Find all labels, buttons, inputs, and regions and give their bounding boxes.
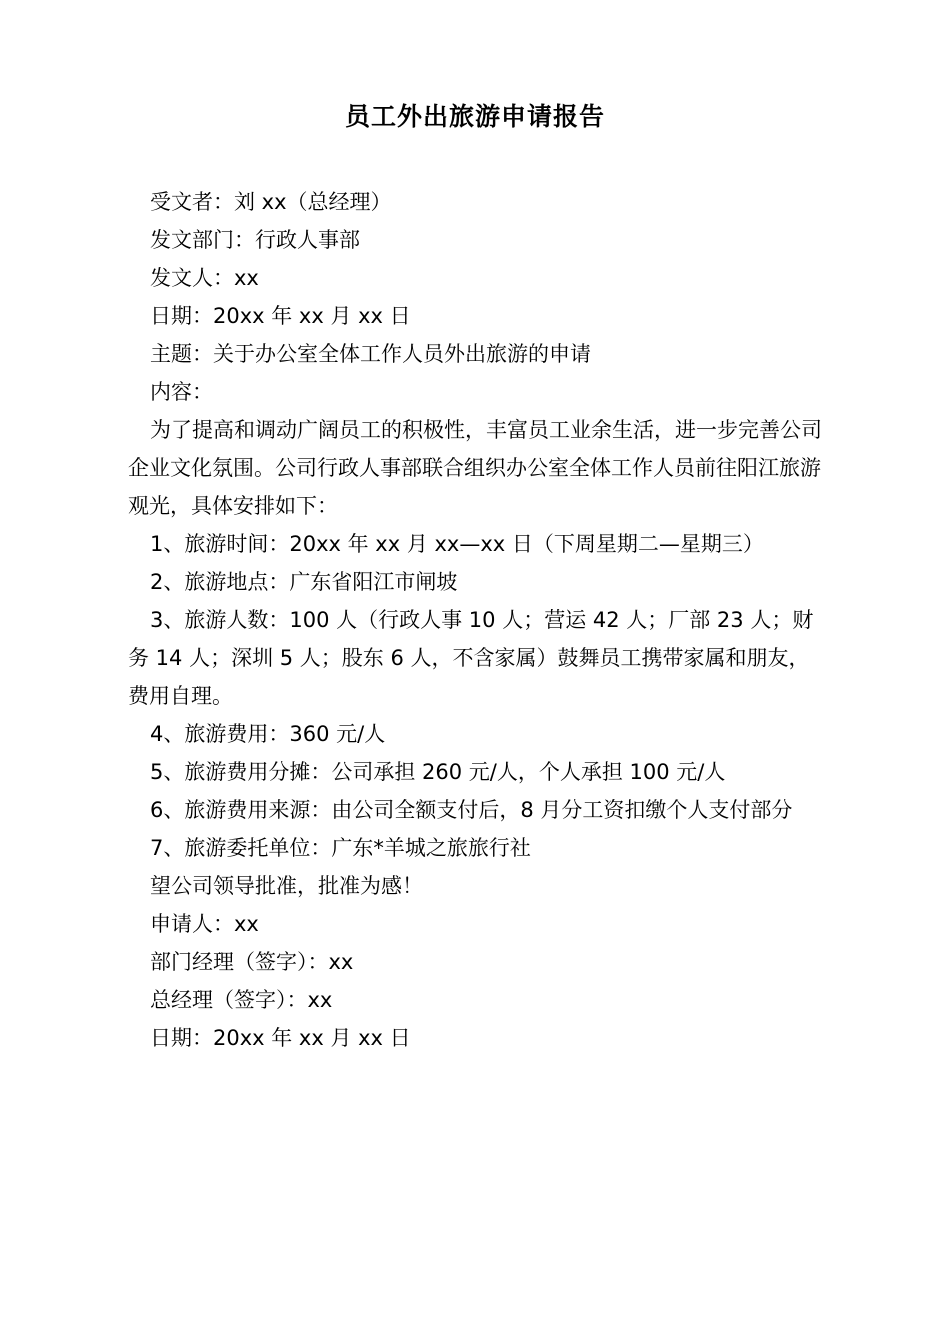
- item-7: 7、旅游委托单位：广东*羊城之旅旅行社: [150, 836, 531, 860]
- subject-line: 主题：关于办公室全体工作人员外出旅游的申请: [150, 342, 591, 366]
- sender-line: 发文人：xx: [150, 266, 259, 290]
- closing-line: 望公司领导批准，批准为感！: [150, 874, 423, 898]
- dept-manager-signature-line: 部门经理（签字）：xx: [150, 950, 354, 974]
- item-2: 2、旅游地点：广东省阳江市闸坡: [150, 570, 458, 594]
- document-title: 员工外出旅游申请报告: [344, 102, 605, 131]
- department-line: 发文部门：行政人事部: [150, 228, 360, 252]
- item-3: 3、旅游人数：100 人（行政人事 10 人；营运 42 人；厂部 23 人；财务 14 人；深圳 5 人；股东 6 人，不含家属）鼓舞员工携带家属和朋友，费用自理。: [128, 608, 814, 708]
- item-5: 5、旅游费用分摊：公司承担 260 元/人，个人承担 100 元/人: [150, 760, 726, 784]
- intro-paragraph: 为了提高和调动广阔员工的积极性，丰富员工业余生活，进一步完善公司企业文化氛围。公司行政人事部联合组织办公室全体工作人员前往阳江旅游观光，具体安排如下：: [128, 418, 822, 518]
- date-line: 日期：20xx 年 xx 月 xx 日: [150, 304, 411, 328]
- signature-date-line: 日期：20xx 年 xx 月 xx 日: [150, 1026, 411, 1050]
- general-manager-signature-line: 总经理（签字）：xx: [150, 988, 333, 1012]
- recipient-line: 受文者：刘 xx（总经理）: [150, 190, 392, 214]
- document-body: [128, 183, 828, 1057]
- item-4: 4、旅游费用：360 元/人: [150, 722, 386, 746]
- item-1: 1、旅游时间：20xx 年 xx 月 xx—xx 日（下周星期二—星期三）: [150, 532, 764, 556]
- applicant-line: 申请人：xx: [150, 912, 259, 936]
- item-6: 6、旅游费用来源：由公司全额支付后，8 月分工资扣缴个人支付部分: [150, 798, 793, 822]
- content-label: 内容：: [150, 380, 213, 404]
